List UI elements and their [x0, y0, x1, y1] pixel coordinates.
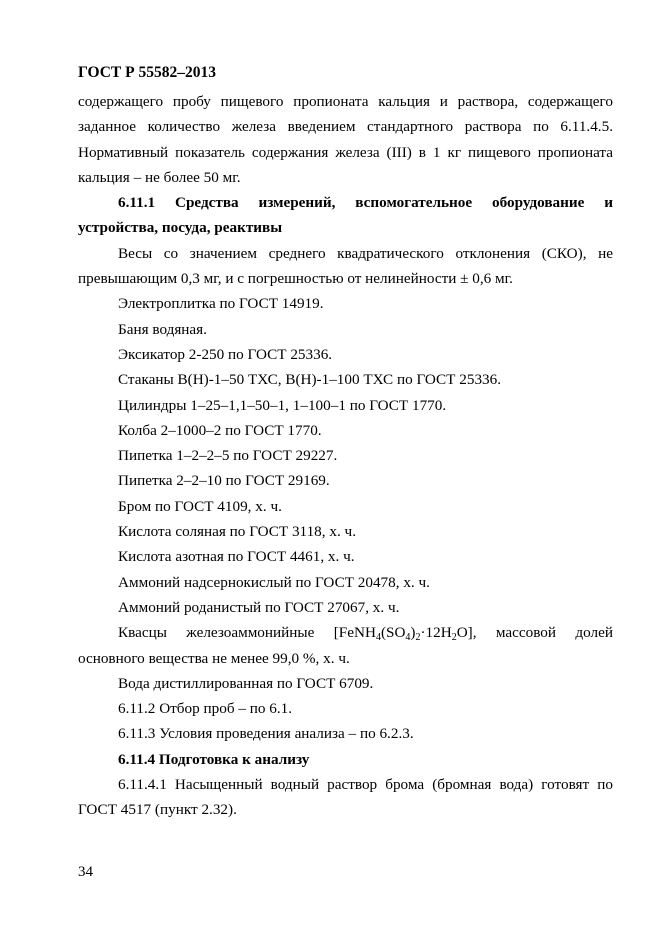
reagent-item: Кислота соляная по ГОСТ 3118, х. ч.: [118, 523, 356, 541]
equipment-item: Пипетка 1–2–2–5 по ГОСТ 29227.: [118, 447, 338, 465]
page-number: 34: [78, 864, 93, 880]
section-6-11-3: 6.11.3 Условия проведения анализа – по 6.2.3.: [118, 725, 414, 743]
section-6-11-4-heading: 6.11.4 Подготовка к анализу: [118, 750, 310, 768]
alum-line: основного вещества не менее 99,0 %, х. ч.: [78, 649, 350, 667]
standard-header: ГОСТ Р 55582–2013: [78, 64, 216, 81]
alum-line: [78, 620, 613, 645]
section-6-11-4-1-line: ГОСТ 4517 (пункт 2.32).: [78, 801, 237, 819]
scales-line: Весы со значением среднего квадратического отклонения (СКО), не: [118, 244, 613, 262]
alum-text: Квасцы железоаммонийные [FeNH: [118, 624, 376, 642]
alum-text: ·12H: [420, 624, 452, 642]
document-body: [78, 89, 613, 823]
reagent-item: Вода дистиллированная по ГОСТ 6709.: [118, 674, 374, 692]
reagent-item: Бром по ГОСТ 4109, х. ч.: [118, 497, 282, 515]
equipment-item: Электроплитка по ГОСТ 14919.: [118, 295, 324, 313]
equipment-item: Баня водяная.: [118, 320, 207, 338]
equipment-item: Эксикатор 2-250 по ГОСТ 25336.: [118, 345, 333, 363]
section-6-11-4-1-line: 6.11.4.1 Насыщенный водный раствор брома (бромная вода) готовят по: [118, 776, 613, 794]
para-line: содержащего пробу пищевого пропионата кальция и раствора, содержащего: [78, 93, 613, 110]
alum-subscript: 2: [415, 632, 421, 644]
section-6-11-2: 6.11.2 Отбор проб – по 6.1.: [118, 700, 293, 718]
section-6-11-1-heading-cont: устройства, посуда, реактивы: [78, 219, 283, 237]
equipment-item: Пипетка 2–2–10 по ГОСТ 29169.: [118, 472, 330, 490]
reagent-item: Аммоний роданистый по ГОСТ 27067, х. ч.: [118, 598, 400, 616]
alum-text: O], массовой долей: [456, 624, 613, 642]
scales-line: превышающим 0,3 мг, и с погрешностью от нелинейности ± 0,6 мг.: [78, 270, 513, 288]
equipment-item: Цилиндры 1–25–1,1–50–1, 1–100–1 по ГОСТ 1770.: [118, 396, 447, 414]
alum-subscript: 4: [375, 632, 381, 644]
reagent-item: Аммоний надсернокислый по ГОСТ 20478, х. ч.: [118, 573, 430, 591]
alum-subscript: 4: [405, 632, 411, 644]
alum-subscript: 2: [451, 632, 457, 644]
equipment-item: Стаканы В(Н)-1–50 ТХС, В(Н)-1–100 ТХС по ГОСТ 25336.: [118, 371, 502, 389]
para-line: кальция – не более 50 мг.: [78, 168, 241, 186]
equipment-item: Колба 2–1000–2 по ГОСТ 1770.: [118, 421, 322, 439]
alum-text: ): [410, 624, 416, 642]
alum-text: (SO: [380, 624, 406, 642]
reagent-item: Кислота азотная по ГОСТ 4461, х. ч.: [118, 548, 355, 566]
para-line: Нормативный показатель содержания железа (III) в 1 кг пищевого пропионата: [78, 143, 613, 161]
section-6-11-1-heading: 6.11.1 Средства измерений, вспомогательное оборудование и: [118, 194, 613, 212]
para-line: заданное количество железа введением стандартного раствора по 6.11.4.5.: [78, 118, 613, 136]
